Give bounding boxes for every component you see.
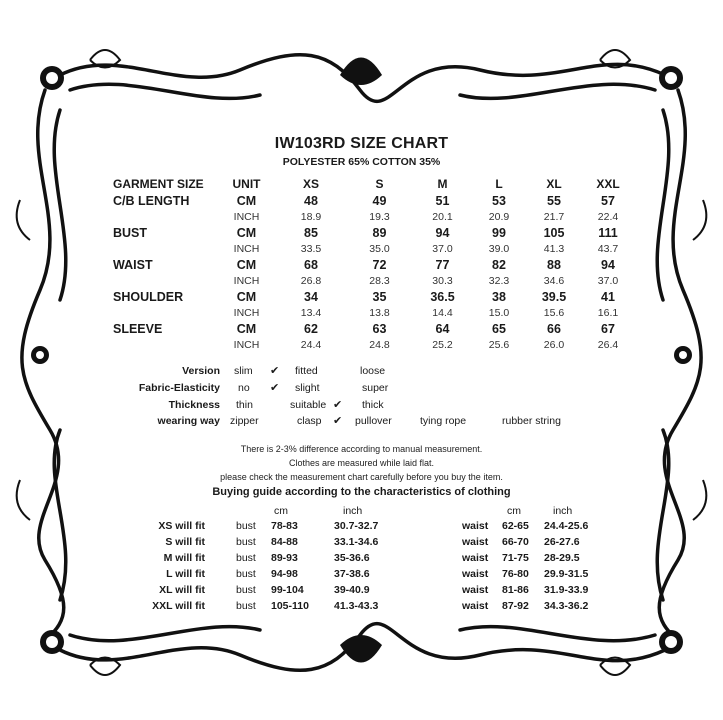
value-cell-cm: 77 <box>435 258 450 272</box>
note-check-chart: please check the measurement chart carefully before you buy the item. <box>220 472 503 482</box>
value-cell-inch: 28.3 <box>369 275 390 287</box>
header-cell: XS <box>302 176 319 191</box>
check-mark-icon: ✔ <box>333 415 343 427</box>
guide-size-label: XL will fit <box>159 584 205 596</box>
value-cell-inch: 35.0 <box>369 243 390 255</box>
value-cell-cm: 57 <box>601 194 615 208</box>
value-cell-inch: 20.9 <box>488 211 510 223</box>
header-cell: M <box>437 176 448 191</box>
value-cell-cm: 65 <box>492 322 506 336</box>
attribute-option: no <box>238 382 250 394</box>
guide-bust-cm: 105-110 <box>271 600 309 612</box>
value-cell-inch: 22.4 <box>597 211 619 223</box>
value-cell-cm: 67 <box>601 322 615 336</box>
measurement-row-inch <box>113 241 633 257</box>
measurement-row-inch <box>113 209 633 225</box>
guide-size-label: XS will fit <box>158 520 205 532</box>
value-cell-inch: 26.4 <box>597 339 619 351</box>
attribute-option: rubber string <box>502 415 561 427</box>
attribute-option: fitted <box>295 365 318 377</box>
guide-bust-word: bust <box>236 536 256 548</box>
note-difference: There is 2-3% difference according to manual measurement. <box>240 444 483 454</box>
value-cell-inch: 39.0 <box>488 243 510 255</box>
value-cell-inch: 13.4 <box>300 307 322 319</box>
value-cell-cm: 88 <box>547 258 561 272</box>
unit-cell: CM <box>236 290 257 304</box>
measurement-label: SHOULDER <box>113 290 184 304</box>
value-cell-inch: 26.0 <box>543 339 565 351</box>
guide-size-label: L will fit <box>166 568 205 580</box>
unit-cell: INCH <box>233 243 260 255</box>
guide-bust-inch: 30.7-32.7 <box>334 520 379 532</box>
value-cell-cm: 63 <box>372 322 387 336</box>
buying-guide-title: Buying guide according to the characteristics of clothing <box>212 486 511 498</box>
check-mark-icon: ✔ <box>270 382 280 394</box>
guide-waist-cm: 87-92 <box>502 600 529 612</box>
attribute-option: slight <box>295 382 320 394</box>
guide-bust-inch: 33.1-34.6 <box>334 536 379 548</box>
value-cell-inch: 24.4 <box>300 339 322 351</box>
header-cell: S <box>375 176 384 191</box>
measurement-label: WAIST <box>113 258 153 272</box>
guide-waist-inch: 34.3-36.2 <box>544 600 589 612</box>
blank-cell <box>113 305 218 321</box>
blank-cell <box>113 209 218 225</box>
guide-waist-word: waist <box>462 536 489 548</box>
value-cell-inch: 33.5 <box>300 243 322 255</box>
unit-cell: CM <box>236 226 257 240</box>
value-cell-cm: 49 <box>372 194 387 208</box>
value-cell-inch: 37.0 <box>597 275 619 287</box>
value-cell-cm: 111 <box>598 226 618 240</box>
guide-size-label: M will fit <box>163 552 205 564</box>
value-cell-inch: 14.4 <box>432 307 453 319</box>
value-cell-inch: 15.6 <box>543 307 565 319</box>
value-cell-cm: 68 <box>304 258 318 272</box>
guide-bust-cm: 78-83 <box>271 520 298 532</box>
value-cell-inch: 26.8 <box>300 275 322 287</box>
attribute-option: zipper <box>230 415 259 427</box>
attribute-option: thick <box>362 399 384 411</box>
guide-size-label: XXL will fit <box>152 600 205 612</box>
guide-bust-word: bust <box>236 568 256 580</box>
attribute-option: thin <box>236 399 253 411</box>
value-cell-inch: 25.6 <box>488 339 510 351</box>
value-cell-cm: 53 <box>492 194 506 208</box>
value-cell-inch: 15.0 <box>488 307 510 319</box>
guide-waist-word: waist <box>462 568 489 580</box>
value-cell-inch: 16.1 <box>597 307 619 319</box>
guide-waist-word: waist <box>462 552 489 564</box>
header-cell: GARMENT SIZE <box>113 176 204 191</box>
attribute-label-wearing_way: wearing way <box>157 415 220 427</box>
value-cell-cm: 94 <box>435 226 450 240</box>
attribute-option: loose <box>360 365 386 377</box>
unit-cell: INCH <box>233 339 260 351</box>
guide-waist-inch: 24.4-25.6 <box>544 520 589 532</box>
size-table-header-row <box>113 174 633 193</box>
header-cell: L <box>495 176 503 191</box>
value-cell-cm: 35 <box>372 290 387 304</box>
value-cell-inch: 43.7 <box>597 243 619 255</box>
guide-bust-word: bust <box>236 584 256 596</box>
size-chart-table <box>113 174 633 353</box>
guide-waist-inch: 29.9-31.5 <box>544 568 589 580</box>
value-cell-inch: 24.8 <box>369 339 390 351</box>
value-cell-cm: 34 <box>304 290 318 304</box>
value-cell-cm: 82 <box>492 258 506 272</box>
guide-waist-word: waist <box>462 520 489 532</box>
unit-cell: INCH <box>233 307 260 319</box>
value-cell-cm: 62 <box>304 322 318 336</box>
value-cell-cm: 38 <box>492 290 506 304</box>
value-cell-cm: 89 <box>372 226 387 240</box>
value-cell-cm: 64 <box>435 322 450 336</box>
unit-cell: CM <box>236 258 257 272</box>
value-cell-inch: 37.0 <box>432 243 453 255</box>
measurement-row-cm <box>113 289 633 305</box>
value-cell-inch: 18.9 <box>300 211 322 223</box>
guide-waist-word: waist <box>462 600 489 612</box>
guide-bust-cm: 84-88 <box>271 536 298 548</box>
value-cell-cm: 72 <box>372 258 387 272</box>
value-cell-cm: 85 <box>304 226 318 240</box>
value-cell-cm: 36.5 <box>430 290 455 304</box>
guide-waist-cm: 76-80 <box>502 568 529 580</box>
guide-bust-cm: 89-93 <box>271 552 298 564</box>
unit-cell: INCH <box>233 275 260 287</box>
guide-cm-header: cm <box>274 505 288 517</box>
attribute-label-version: Version <box>182 365 220 377</box>
attribute-option: slim <box>234 365 253 377</box>
value-cell-inch: 20.1 <box>432 211 453 223</box>
value-cell-cm: 99 <box>492 226 506 240</box>
blank-cell <box>113 337 218 353</box>
guide-waist-inch: 31.9-33.9 <box>544 584 589 596</box>
value-cell-inch: 41.3 <box>543 243 565 255</box>
guide-bust-inch: 37-38.6 <box>334 568 370 580</box>
guide-inch-header: inch <box>343 505 363 517</box>
value-cell-cm: 105 <box>543 226 565 240</box>
value-cell-inch: 13.8 <box>369 307 390 319</box>
guide-waist-inch: 26-27.6 <box>544 536 580 548</box>
value-cell-cm: 39.5 <box>541 290 567 304</box>
blank-cell <box>113 273 218 289</box>
value-cell-cm: 41 <box>601 290 615 304</box>
header-cell: UNIT <box>232 176 261 191</box>
measurement-label: C/B LENGTH <box>113 194 190 208</box>
value-cell-inch: 21.7 <box>543 211 565 223</box>
guide-cm-header-waist: cm <box>507 505 521 517</box>
unit-cell: CM <box>236 322 257 336</box>
value-cell-cm: 48 <box>304 194 318 208</box>
value-cell-inch: 25.2 <box>432 339 453 351</box>
header-cell: XL <box>546 176 562 191</box>
attribute-option: clasp <box>297 415 322 427</box>
attribute-label-elasticity: Fabric-Elasticity <box>138 382 220 394</box>
attribute-option: tying rope <box>420 415 467 427</box>
guide-waist-cm: 62-65 <box>502 520 529 532</box>
value-cell-inch: 30.3 <box>432 275 453 287</box>
guide-bust-cm: 94-98 <box>271 568 298 580</box>
attribute-label-thickness: Thickness <box>168 399 220 411</box>
guide-bust-cm: 99-104 <box>271 584 304 596</box>
guide-waist-cm: 81-86 <box>502 584 529 596</box>
check-mark-icon: ✔ <box>333 399 343 411</box>
header-cell: XXL <box>596 176 620 191</box>
measurement-label: BUST <box>113 226 148 240</box>
attribute-option: suitable <box>290 399 327 411</box>
measurement-row-cm <box>113 257 633 273</box>
value-cell-cm: 55 <box>547 194 561 208</box>
value-cell-cm: 51 <box>435 194 450 208</box>
value-cell-inch: 34.6 <box>543 275 565 287</box>
check-mark-icon: ✔ <box>270 365 280 377</box>
attribute-option: pullover <box>355 415 392 427</box>
attribute-option: super <box>362 382 389 394</box>
unit-cell: CM <box>236 194 257 208</box>
value-cell-cm: 94 <box>601 258 615 272</box>
fabric-composition: POLYESTER 65% COTTON 35% <box>282 156 441 168</box>
unit-cell: INCH <box>233 211 260 223</box>
guide-waist-cm: 71-75 <box>502 552 529 564</box>
measurement-row-inch <box>113 273 633 289</box>
measurement-row-cm <box>113 225 633 241</box>
guide-bust-inch: 39-40.9 <box>334 584 370 596</box>
measurement-label: SLEEVE <box>113 322 163 336</box>
value-cell-inch: 32.3 <box>488 275 510 287</box>
guide-bust-inch: 41.3-43.3 <box>334 600 379 612</box>
guide-bust-word: bust <box>236 520 256 532</box>
guide-waist-inch: 28-29.5 <box>544 552 580 564</box>
blank-cell <box>113 241 218 257</box>
note-laid-flat: Clothes are measured while laid flat. <box>288 458 435 468</box>
value-cell-cm: 66 <box>547 322 561 336</box>
guide-waist-cm: 66-70 <box>502 536 529 548</box>
page-title: IW103RD SIZE CHART <box>274 135 449 152</box>
measurement-row-cm <box>113 321 633 337</box>
guide-bust-word: bust <box>236 552 256 564</box>
value-cell-inch: 19.3 <box>369 211 390 223</box>
guide-size-label: S will fit <box>165 536 205 548</box>
measurement-row-inch <box>113 305 633 321</box>
guide-bust-inch: 35-36.6 <box>334 552 370 564</box>
measurement-row-cm <box>113 193 633 209</box>
measurement-row-inch <box>113 337 633 353</box>
guide-bust-word: bust <box>236 600 256 612</box>
guide-inch-header-waist: inch <box>553 505 573 517</box>
guide-waist-word: waist <box>462 584 489 596</box>
